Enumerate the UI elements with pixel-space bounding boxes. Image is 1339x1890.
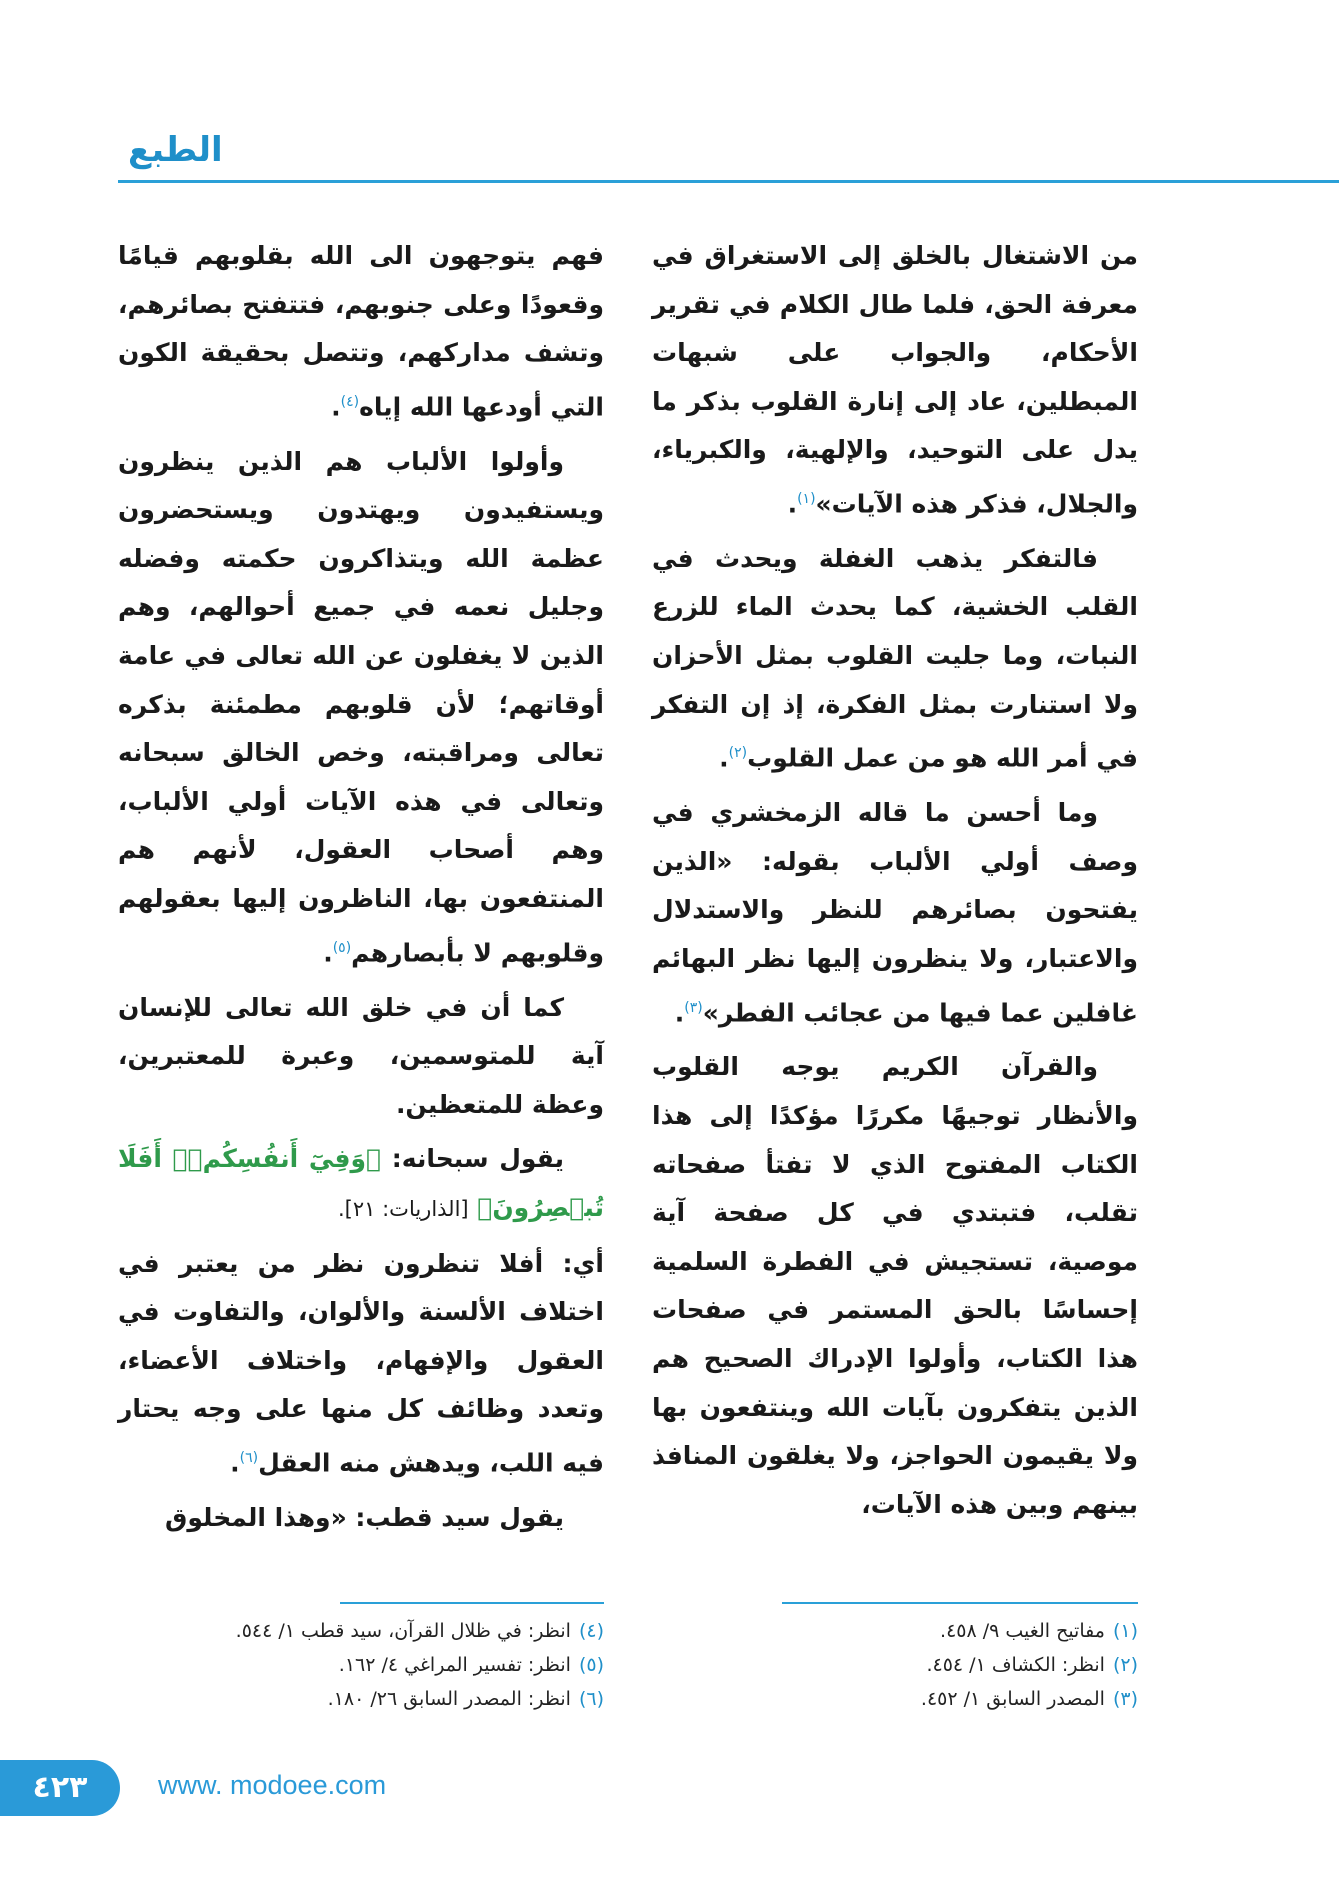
paragraph: أي: أفلا تنظرون نظر من يعتبر في اختلاف الألسنة والألوان، والتفاوت في العقول والإفهام، واختلاف الأعضاء، وتعدد وظائف كل منها على وجه يحتار فيه اللب، ويدهش منه العقل$^{(٦)}$. [118, 1248, 604, 1478]
paragraph: فهم يتوجهون الى الله بقلوبهم قيامًا وقعودًا وعلى جنوبهم، فتتفتح بصائرهم، وتشف مداركهم، وتتصل بحقيقة الكون التي أودعها الله إياه$^{(٤)}$. [118, 241, 604, 422]
footnote-text: مفاتيح الغيب ٩/ ٤٥٨. [940, 1620, 1105, 1642]
paragraph-text: وأولوا الألباب هم الذين ينظرون ويستفيدون ويهتدون ويستحضرون عظمة الله ويتذاكرون حكمته وفضله وجليل نعمه في جميع أحوالهم، وهم الذين لا يغفلون عن الله تعالى في عامة أوقاتهم؛ لأن قلوبهم مطمئنة بذكره تعالى ومراقبته، وخص الخالق سبحانه وتعالى في هذه الآيات أولي الألباب، وهم أصحاب العقول، لأنهم هم المنتفعون بها، الناظرون إليها بعقولهم وقلوبهم لا بأبصارهم [118, 446, 604, 967]
website-link[interactable]: www. modoee.com [158, 1770, 387, 1800]
footnote-divider-right [782, 1602, 1138, 1604]
footnote-item [118, 1648, 604, 1682]
footnote-number: (٣) [1112, 1688, 1138, 1710]
paragraph: من الاشتغال بالخلق إلى الاستغراق في معرفة الحق، فلما طال الكلام في تقرير الأحكام، والجواب على شبهات المبطلين، عاد إلى إنارة القلوب بذكر ما يدل على التوحيد، والإلهية، والكبرياء، والجلال، فذكر هذه الآيات»$^{(١)}$. [652, 241, 1138, 519]
paragraph [118, 1494, 604, 1543]
footnote-ref[interactable]: (٣) [684, 999, 703, 1016]
paragraph: وأولوا الألباب هم الذين ينظرون ويستفيدون ويهتدون ويستحضرون عظمة الله ويتذاكرون حكمته وفضله وجليل نعمه في جميع أحوالهم، وهم الذين لا يغفلون عن الله تعالى في عامة أوقاتهم؛ لأن قلوبهم مطمئنة بذكره تعالى ومراقبته، وخص الخالق سبحانه وتعالى في هذه الآيات أولي الألباب، وهم أصحاب العقول، لأنهم هم المنتفعون بها، الناظرون إليها بعقولهم وقلوبهم لا بأبصارهم$^{(٥)}$. [118, 446, 604, 967]
footnote-text: المصدر السابق ١/ ٤٥٢. [920, 1688, 1105, 1710]
footnote-ref[interactable]: (١) [797, 490, 816, 507]
footnotes-left [118, 1614, 604, 1716]
footnote-number: (٦) [578, 1688, 604, 1710]
footnote-text: انظر: في ظلال القرآن، سيد قطب ١/ ٥٤٤. [235, 1620, 571, 1642]
footnote-ref[interactable]: (٢) [728, 745, 748, 762]
footnote-divider-left [340, 1602, 604, 1604]
paragraph-quran-verse [118, 1135, 604, 1233]
footnote-text: انظر: تفسير المراغي ٤/ ١٦٢. [338, 1654, 571, 1676]
footnote-text: انظر: المصدر السابق ٢٦/ ١٨٠. [327, 1688, 571, 1710]
paragraph: فالتفكر يذهب الغفلة ويحدث في القلب الخشية، كما يحدث الماء للزرع النبات، وما جليت القلوب بمثل الأحزان ولا استنارت بمثل الفكرة، إذ إن التفكر في أمر الله هو من عمل القلوب$^{(٢)}$. [652, 543, 1138, 773]
footnote-number: (٢) [1112, 1654, 1138, 1676]
footnote-ref[interactable]: (٥) [332, 939, 352, 956]
footnote-number: (٥) [578, 1654, 604, 1676]
paragraph-text: يقول سيد قطب: «وهذا المخلوق [165, 1502, 564, 1532]
footnote-number: (١) [1112, 1620, 1138, 1642]
footnote-item [652, 1682, 1138, 1716]
footnote-item [652, 1648, 1138, 1682]
footnotes-right [652, 1614, 1138, 1716]
paragraph-text: كما أن في خلق الله تعالى للإنسان آية للمتوسمين، وعبرة للمعتبرين، وعظة للمتعظين. [118, 992, 604, 1119]
footnote-item [118, 1682, 604, 1716]
verse-intro: يقول سبحانه: [391, 1144, 564, 1174]
right-text-column [652, 232, 1138, 1535]
paragraph-text: أي: أفلا تنظرون نظر من يعتبر في اختلاف الألسنة والألوان، والتفاوت في العقول والإفهام، واختلاف الأعضاء، وتعدد وظائف كل منها على وجه يحتار فيه اللب، ويدهش منه العقل [118, 1248, 604, 1478]
footnote-text: انظر: الكشاف ١/ ٤٥٤. [926, 1654, 1105, 1676]
paragraph: وما أحسن ما قاله الزمخشري في وصف أولي الألباب بقوله: «الذين يفتحون بصائرهم للنظر والاستدلال والاعتبار، ولا ينظرون إليها نظر البهائم غافلين عما فيها من عجائب الفطر»$^{(٣)}$. [652, 798, 1138, 1027]
paragraph-text: فالتفكر يذهب الغفلة ويحدث في القلب الخشية، كما يحدث الماء للزرع النبات، وما جليت القلوب بمثل الأحزان ولا استنارت بمثل الفكرة، إذ إن التفكر في أمر الله هو من عمل القلوب [652, 543, 1138, 773]
footnote-ref[interactable]: (٦) [239, 1449, 259, 1466]
footnote-item [652, 1614, 1138, 1648]
paragraph-text: فهم يتوجهون الى الله بقلوبهم قيامًا وقعودًا وعلى جنوبهم، فتتفتح بصائرهم، وتشف مداركهم، وتتصل بحقيقة الكون التي أودعها الله إياه [118, 241, 604, 422]
paragraph-text: وما أحسن ما قاله الزمخشري في وصف أولي الألباب بقوله: «الذين يفتحون بصائرهم للنظر والاستدلال والاعتبار، ولا ينظرون إليها نظر البهائم غافلين عما فيها من عجائب الفطر» [652, 798, 1138, 1027]
paragraph [118, 984, 604, 1130]
header-divider [118, 180, 1339, 183]
verse-reference: [الذاريات: ٢١]. [337, 1196, 469, 1221]
left-text-column [118, 232, 604, 1548]
footnote-number: (٤) [578, 1620, 604, 1642]
paragraph-text: من الاشتغال بالخلق إلى الاستغراق في معرفة الحق، فلما طال الكلام في تقرير الأحكام، والجواب على شبهات المبطلين، عاد إلى إنارة القلوب بذكر ما يدل على التوحيد، والإلهية، والكبرياء، والجلال، فذكر هذه الآيات» [652, 241, 1138, 519]
paragraph [652, 1043, 1138, 1529]
quran-verse: ﴿وَفِيٓ أَنفُسِكُمۡۚ أَفَلَا تُبۡصِرُونَ﴾ [118, 1144, 604, 1222]
footnote-item [118, 1614, 604, 1648]
footnote-ref[interactable]: (٤) [340, 393, 360, 410]
running-header-title: الطبع [128, 130, 223, 170]
page-number-badge: ٤٢٣ [0, 1760, 120, 1816]
paragraph-text: والقرآن الكريم يوجه القلوب والأنظار توجيهًا مكررًا مؤكدًا إلى هذا الكتاب المفتوح الذي لا تفتأ صفحاته تقلب، فتبتدي في كل صفحة آية موصية، تستجيش في الفطرة السلمية إحساسًا بالحق المستمر في صفحات هذا الكتاب، وأولوا الإدراك الصحيح هم الذين يتفكرون بآيات الله وينتفعون بها ولا يقيمون الحواجز، ولا يغلقون المنافذ بينهم وبين هذه الآيات، [652, 1052, 1138, 1519]
